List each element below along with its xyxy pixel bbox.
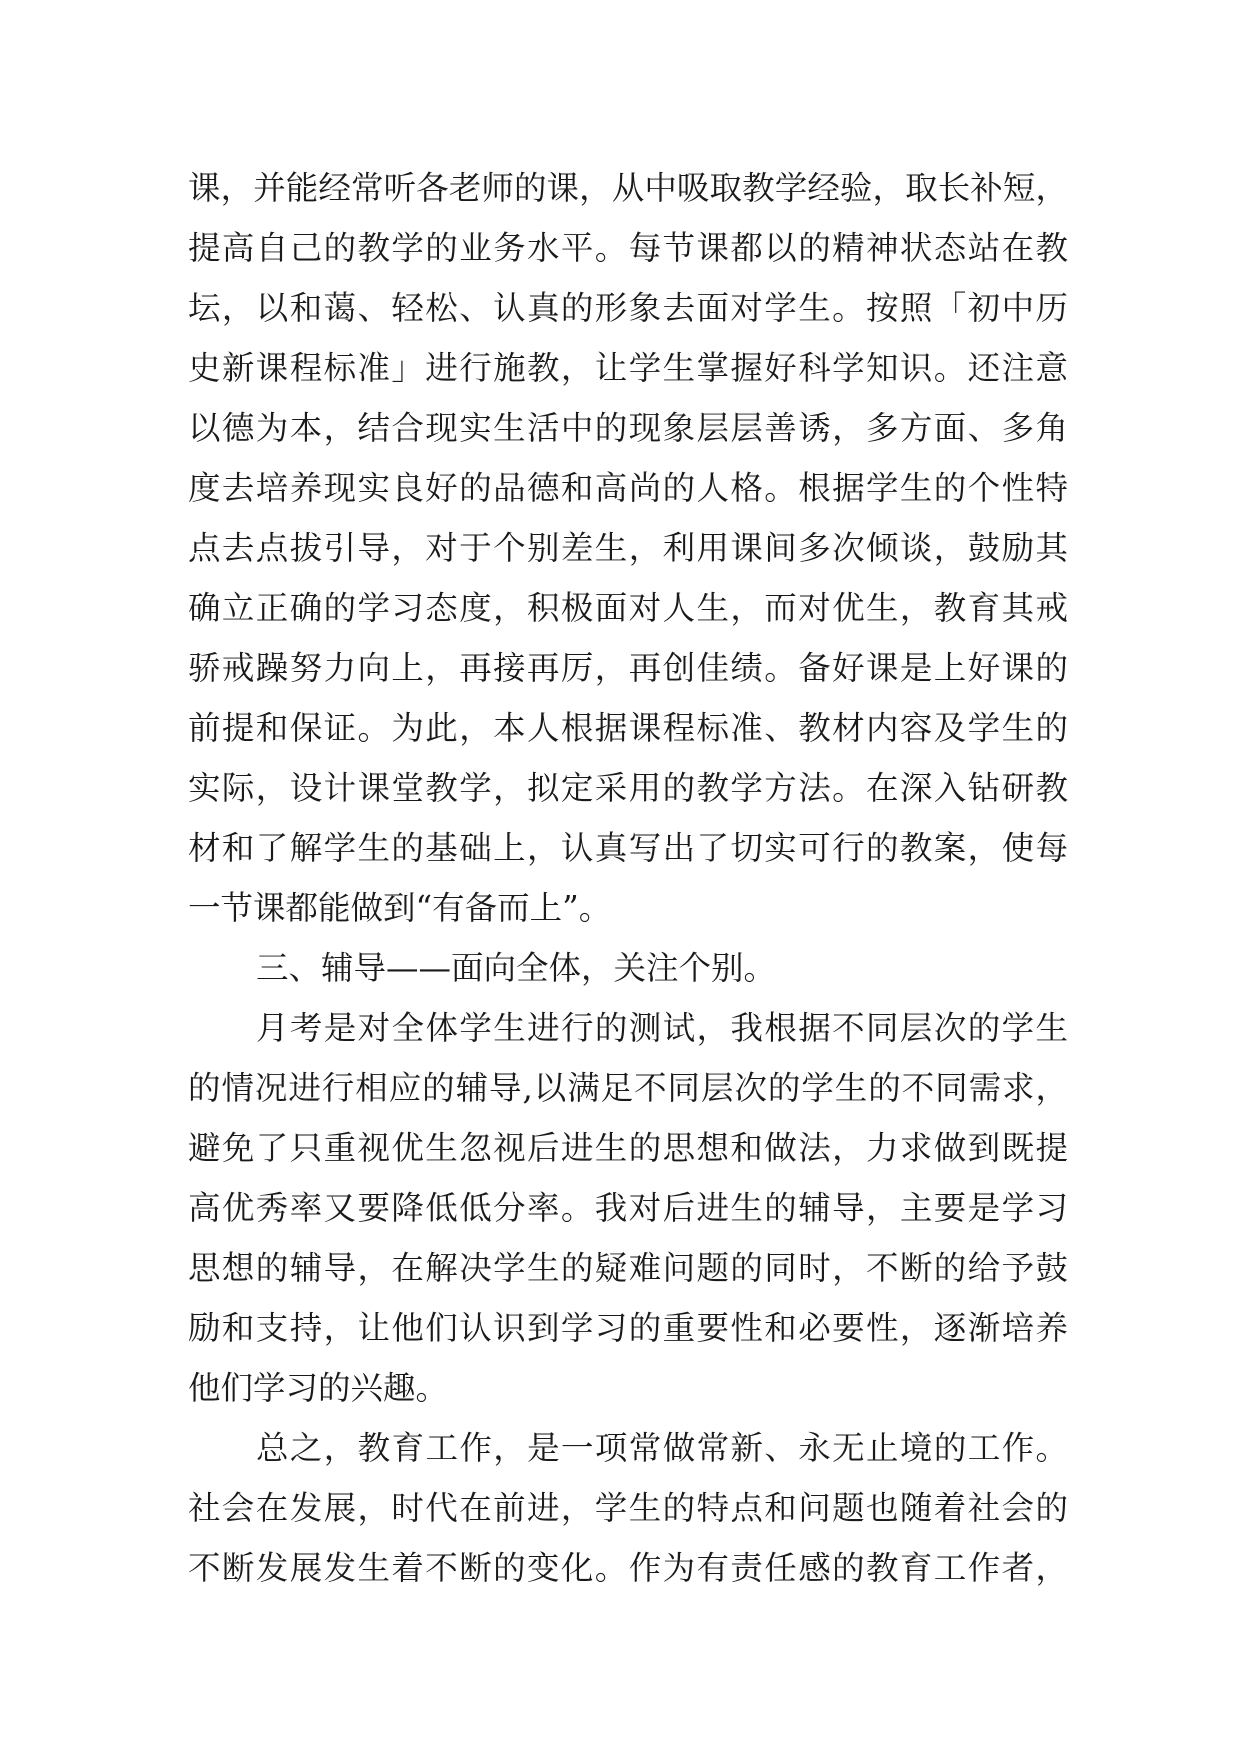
- document-body: [188, 158, 1068, 1598]
- text-line: 材和了解学生的基础上，认真写出了切实可行的教案，使每: [188, 829, 1068, 867]
- text-line: 确立正确的学习态度，积极面对人生，而对优生，教育其戒: [188, 589, 1068, 627]
- text-line: 课，并能经常听各老师的课，从中吸取教学经验，取长补短，: [188, 169, 1068, 207]
- text-line: 三、辅导——面向全体，关注个别。: [256, 949, 777, 987]
- text-line: 月考是对全体学生进行的测试，我根据不同层次的学生: [256, 1009, 1068, 1047]
- text-line: 不断发展发生着不断的变化。作为有责任感的教育工作者，: [188, 1549, 1068, 1587]
- text-line: 避免了只重视优生忽视后进生的思想和做法，力求做到既提: [188, 1129, 1068, 1167]
- text-line: 点去点拔引导，对于个别差生，利用课间多次倾谈，鼓励其: [188, 529, 1068, 567]
- text-line: 坛，以和蔼、轻松、认真的形象去面对学生。按照「初中历: [188, 289, 1068, 327]
- text-line: 提高自己的教学的业务水平。每节课都以的精神状态站在教: [188, 229, 1068, 267]
- text-line: 一节课都能做到“有备而上”。: [188, 889, 612, 927]
- text-line: 的情况进行相应的辅导,以满足不同层次的学生的不同需求，: [188, 1069, 1068, 1107]
- text-line: 高优秀率又要降低低分率。我对后进生的辅导，主要是学习: [188, 1189, 1068, 1227]
- text-line: 骄戒躁努力向上，再接再厉，再创佳绩。备好课是上好课的: [188, 649, 1068, 687]
- text-line: 史新课程标准」进行施教，让学生掌握好科学知识。还注意: [188, 349, 1068, 387]
- text-line: 总之，教育工作，是一项常做常新、永无止境的工作。: [256, 1429, 1068, 1467]
- text-line: 他们学习的兴趣。: [188, 1369, 449, 1407]
- text-line: 社会在发展，时代在前进，学生的特点和问题也随着社会的: [188, 1489, 1068, 1527]
- text-line: 以德为本，结合现实生活中的现象层层善诱，多方面、多角: [188, 409, 1068, 447]
- text-line: 实际，设计课堂教学，拟定采用的教学方法。在深入钻研教: [188, 769, 1068, 807]
- text-line: 前提和保证。为此，本人根据课程标准、教材内容及学生的: [188, 709, 1068, 747]
- text-line: 思想的辅导，在解决学生的疑难问题的同时，不断的给予鼓: [188, 1249, 1068, 1287]
- text-line: 励和支持，让他们认识到学习的重要性和必要性，逐渐培养: [188, 1309, 1068, 1347]
- text-line: 度去培养现实良好的品德和高尚的人格。根据学生的个性特: [188, 469, 1068, 507]
